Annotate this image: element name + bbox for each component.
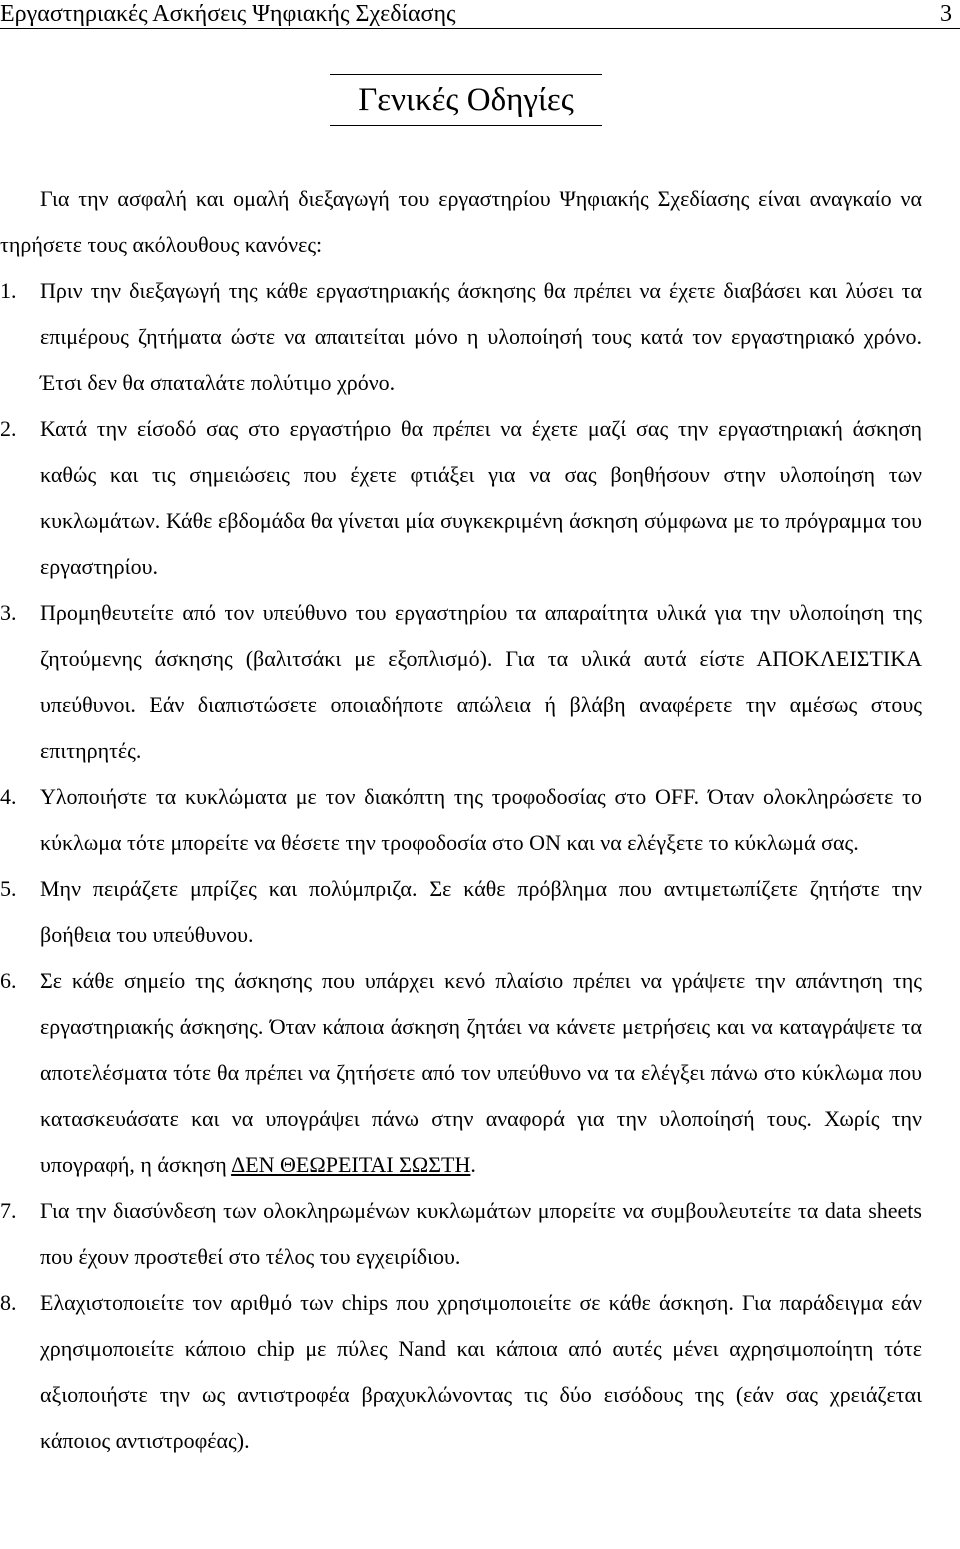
list-item-text: Ελαχιστοποιείτε τον αριθμό των chips που χρησιμοποιείτε σε κάθε άσκηση. Για παράδειγμα εάν χρησιμοποιείτε κάποιο chip με πύλες Nand και κάποια από αυτές μένει αχρησιμοποίητη τότε αξιοποιήστε την ως αντιστροφέα βραχυκλώνοντας τις δύο εισόδους της (εάν σας χρειάζεται κάποιος αντιστροφέας). xyxy=(40,1290,922,1453)
section-heading: Γενικές Οδηγίες xyxy=(358,82,574,118)
list-item-number: 3. xyxy=(0,600,17,625)
list-item-text: Κατά την είσοδό σας στο εργαστήριο θα πρέπει να έχετε μαζί σας την εργαστηριακή άσκηση καθώς και τις σημειώσεις που έχετε φτιάξει για να σας βοηθήσουν στην υλοποίηση των κυκλωμάτων. Κάθε εβδομάδα θα γίνεται μία συγκεκριμένη άσκηση σύμφωνα με το πρόγραμμα του εργαστηρίου. xyxy=(40,416,922,579)
list-item-number: 8. xyxy=(0,1290,17,1315)
list-item-number: 1. xyxy=(0,278,17,303)
section-heading-box xyxy=(330,74,602,126)
list-item xyxy=(0,406,922,590)
list-item xyxy=(0,590,922,774)
list-item-number: 4. xyxy=(0,784,17,809)
emphasis-underlined: ΔΕΝ ΘΕΩΡΕΙΤΑΙ ΣΩΣΤΗ xyxy=(231,1152,471,1177)
header-title: Εργαστηριακές Ασκήσεις Ψηφιακής Σχεδίασης xyxy=(0,1,456,27)
list-item xyxy=(0,268,922,406)
list-item-number: 7. xyxy=(0,1198,17,1223)
list-item-text: Σε κάθε σημείο της άσκησης που υπάρχει κενό πλαίσιο πρέπει να γράψετε την απάντηση της εργαστηριακής άσκησης. Όταν κάποια άσκηση ζητάει να κάνετε μετρήσεις και να καταγράψετε τα αποτελέσματα τότε θα πρέπει να ζητήσετε από τον υπεύθυνο να τα ελέγξει πάνω στο κύκλωμα που κατασκευάσατε και να υπογράψει πάνω στην αναφορά για την υλοποίησή τους. Χωρίς την υπογραφή, η άσκηση xyxy=(40,968,922,1177)
page-number: 3 xyxy=(940,1,952,27)
list-item-text: Υλοποιήστε τα κυκλώματα με τον διακόπτη της τροφοδοσίας στο OFF. Όταν ολοκληρώσετε το κύκλωμα τότε μπορείτε να θέσετε την τροφοδοσία στο ON και να ελέγξετε το κύκλωμά σας. xyxy=(40,784,922,855)
body-text xyxy=(0,176,922,1464)
list-item xyxy=(0,774,922,866)
list-item-text: Για την διασύνδεση των ολοκληρωμένων κυκλωμάτων μπορείτε να συμβουλευτείτε τα data sheets που έχουν προστεθεί στο τέλος του εγχειρίδιου. xyxy=(40,1198,922,1269)
list-item xyxy=(0,958,922,1188)
list-item-number: 6. xyxy=(0,968,17,993)
list-item-text: Μην πειράζετε μπρίζες και πολύμπριζα. Σε κάθε πρόβλημα που αντιμετωπίζετε ζητήστε την βοήθεια του υπεύθυνου. xyxy=(40,876,922,947)
list-item-text: Πριν την διεξαγωγή της κάθε εργαστηριακής άσκησης θα πρέπει να έχετε διαβάσει και λύσει τα επιμέρους ζητήματα ώστε να απαιτείται μόνο η υλοποίησή τους κατά τον εργαστηριακό χρόνο. Έτσι δεν θα σπαταλάτε πολύτιμο χρόνο. xyxy=(40,278,922,395)
list-item-text: Προμηθευτείτε από τον υπεύθυνο του εργαστηρίου τα απαραίτητα υλικά για την υλοποίηση της ζητούμενης άσκησης (βαλιτσάκι με εξοπλισμό). Για τα υλικά αυτά είστε ΑΠΟΚΛΕΙΣΤΙΚΑ υπεύθυνοι. Εάν διαπιστώσετε οποιαδήποτε απώλεια ή βλάβη αναφέρετε την αμέσως στους επιτηρητές. xyxy=(40,600,922,763)
list-item-number: 5. xyxy=(0,876,17,901)
page-header xyxy=(0,0,960,29)
list-item xyxy=(0,1280,922,1464)
list-item xyxy=(0,866,922,958)
list-item-suffix: . xyxy=(470,1152,476,1177)
intro-paragraph: Για την ασφαλή και ομαλή διεξαγωγή του εργαστηρίου Ψηφιακής Σχεδίασης είναι αναγκαίο να τηρήσετε τους ακόλουθους κανόνες: xyxy=(0,186,922,257)
rules-list xyxy=(0,268,922,1464)
list-item xyxy=(0,1188,922,1280)
list-item-number: 2. xyxy=(0,416,17,441)
